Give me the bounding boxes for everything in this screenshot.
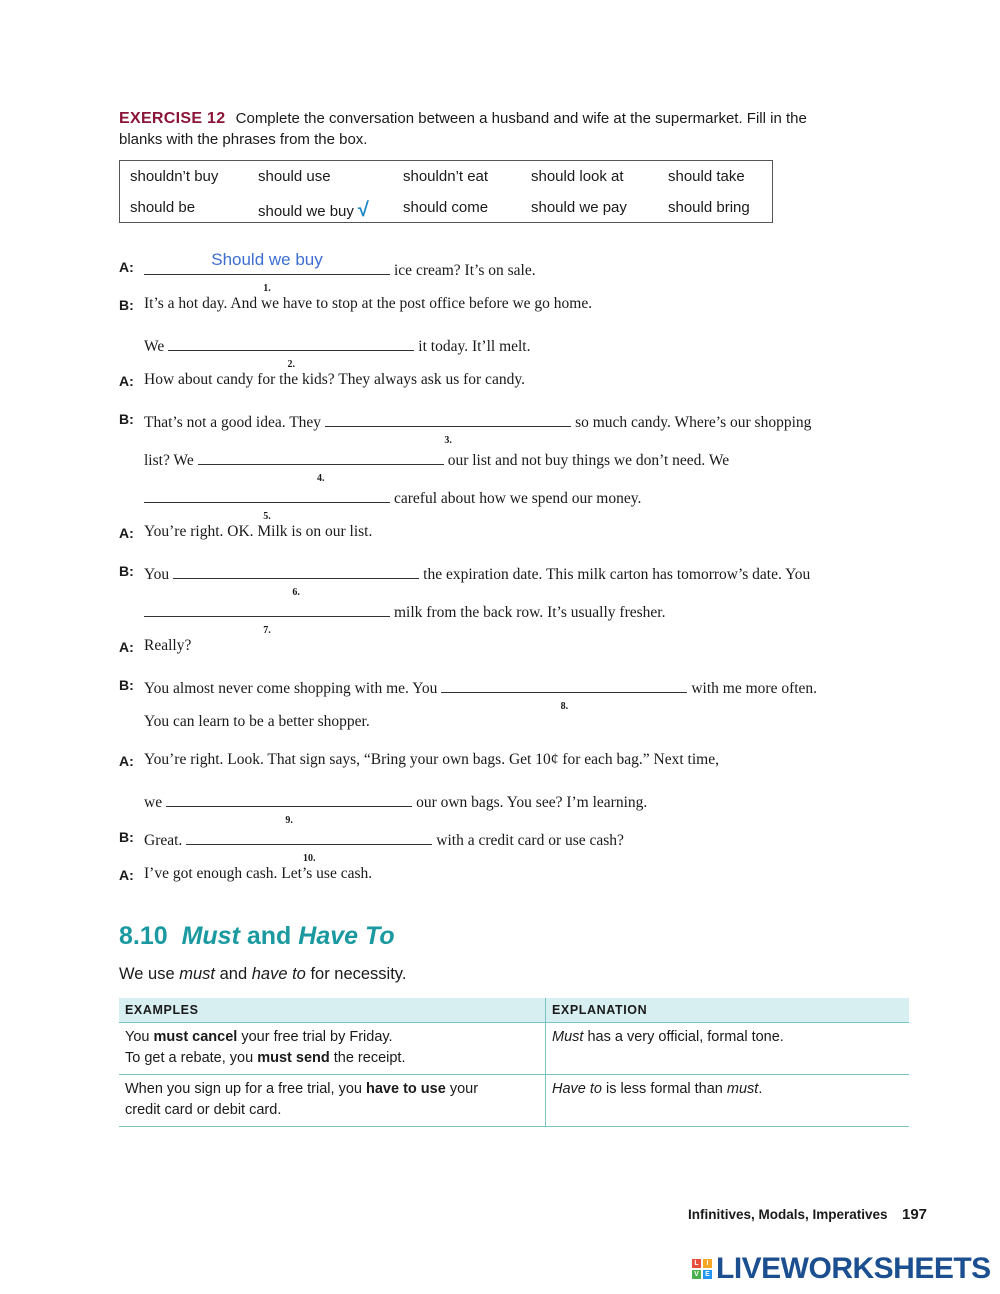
answer-1: Should we buy [211, 250, 323, 269]
phrase-should-look-at: should look at [531, 168, 624, 185]
section-description [119, 965, 406, 984]
dialogue-text: with a credit card or use cash? [436, 832, 624, 849]
dialogue-text: I’ve got enough cash. Let’s use cash. [144, 865, 373, 882]
speaker: A: [119, 639, 134, 655]
blank-4[interactable] [198, 446, 444, 484]
grammar-table [119, 998, 909, 1127]
desc-text: We use [119, 965, 175, 983]
bold-text: have to use [366, 1081, 446, 1097]
section-title [119, 922, 395, 951]
blank-number: 9. [285, 815, 293, 826]
table-header-row [119, 998, 909, 1023]
dialogue-line-6 [144, 446, 730, 484]
text: is less formal than [606, 1081, 723, 1097]
dialogue-text: we [144, 794, 163, 811]
text: your [449, 1081, 479, 1097]
page-number: 197 [902, 1206, 928, 1223]
text: your free trial by Friday. [241, 1029, 393, 1045]
dialogue-text: so much candy. Where’s our shopping [575, 414, 812, 431]
exercise-label: EXERCISE 12 [119, 110, 226, 127]
text: credit card or debit card. [125, 1102, 282, 1118]
phrase-should-we-buy [258, 199, 369, 222]
phrase-shouldnt-eat: shouldn’t eat [403, 168, 489, 185]
cube: I [703, 1259, 712, 1268]
dialogue-text: You’re right. Look. That sign says, “Bring your own bags. Get 10¢ for each bag.” Next time, [144, 751, 719, 768]
phrase-should-we-pay: should we pay [531, 199, 627, 216]
dialogue-text: the expiration date. This milk carton has tomorrow’s date. You [423, 566, 811, 583]
dialogue-text: our own bags. You see? I’m learning. [416, 794, 648, 811]
speaker: A: [119, 525, 134, 541]
table-row [119, 1023, 909, 1075]
phrase-box [119, 160, 773, 223]
blank-6[interactable] [173, 560, 419, 598]
dialogue-text: list? We [144, 452, 194, 469]
blank-8[interactable] [441, 674, 687, 712]
dialogue-text: You [144, 566, 170, 583]
blank-2[interactable] [168, 332, 414, 370]
text: . [758, 1081, 763, 1097]
example-cell [119, 1075, 546, 1127]
italic-text: Have to [552, 1081, 602, 1097]
blank-7[interactable] [144, 598, 390, 636]
speaker: B: [119, 563, 134, 579]
cube: L [692, 1259, 701, 1268]
dialogue-text: milk from the back row. It’s usually fresher. [394, 604, 666, 621]
italic-text: must [726, 1081, 759, 1097]
text: You [125, 1029, 150, 1045]
blank-number: 10. [303, 853, 316, 864]
blank-number: 8. [560, 701, 569, 712]
section-title-and: and [246, 922, 292, 950]
speaker: A: [119, 259, 134, 275]
dialogue-text: our list and not buy things we don’t need. We [447, 452, 730, 469]
desc-text: and [219, 965, 248, 983]
section-title-must: Must [181, 922, 240, 950]
phrase-should-be: should be [130, 199, 196, 216]
header-explanation: EXPLANATION [546, 998, 910, 1023]
speaker: B: [119, 829, 134, 845]
desc-must: must [179, 965, 215, 983]
speaker: A: [119, 867, 134, 883]
speaker: A: [119, 753, 134, 769]
dialogue-text: with me more often. [691, 680, 818, 697]
dialogue-text: You can learn to be a better shopper. [144, 713, 370, 730]
dialogue-text: ice cream? It’s on sale. [394, 262, 536, 279]
speaker: A: [119, 373, 134, 389]
phrase-should-use: should use [258, 168, 331, 185]
dialogue-line-7 [140, 484, 642, 522]
blank-number: 7. [263, 625, 271, 636]
dialogue-text: It’s a hot day. And we have to stop at the post office before we go home. [144, 295, 593, 312]
header-examples: EXAMPLES [119, 998, 546, 1023]
text: has a very official, formal tone. [587, 1029, 784, 1045]
dialogue-text: it today. It’ll melt. [418, 338, 531, 355]
blank-number: 6. [292, 587, 300, 598]
blank-number: 5. [263, 511, 271, 522]
dialogue-line-15 [144, 788, 648, 826]
dialogue-text: You almost never come shopping with me. You [144, 680, 438, 697]
dialogue-text: careful about how we spend our money. [394, 490, 642, 507]
blank-10[interactable] [186, 826, 432, 864]
text: To get a rebate, you [125, 1050, 254, 1066]
logo-text: LIVEWORKSHEETS [716, 1252, 991, 1285]
dialogue-text: That’s not a good idea. They [144, 414, 322, 431]
example-cell [119, 1023, 546, 1075]
blank-9[interactable] [166, 788, 412, 826]
cube: V [692, 1270, 701, 1279]
section-number: 8.10 [119, 922, 168, 950]
phrase-should-take: should take [668, 168, 745, 185]
dialogue-text: You’re right. OK. Milk is on our list. [144, 523, 373, 540]
blank-number: 1. [263, 283, 271, 294]
dialogue-text: Really? [144, 637, 192, 654]
text: the receipt. [333, 1050, 406, 1066]
phrase-shouldnt-buy: shouldn’t buy [130, 168, 219, 185]
text: When you sign up for a free trial, you [125, 1081, 362, 1097]
blank-number: 4. [316, 473, 325, 484]
blank-3[interactable] [325, 408, 571, 446]
blank-1[interactable] [144, 250, 390, 294]
exercise-instructions: Complete the conversation between a husband and wife at the supermarket. Fill in the blanks with the phrases from the box. [119, 110, 807, 148]
blank-number: 3. [444, 435, 452, 446]
logo-cubes-icon [692, 1259, 714, 1281]
speaker: B: [119, 411, 134, 427]
check-icon: √ [357, 199, 369, 221]
bold-text: must cancel [153, 1029, 238, 1045]
explanation-cell [546, 1075, 910, 1127]
dialogue-text: Great. [144, 832, 183, 849]
phrase-should-we-buy-label: should we buy [258, 203, 354, 220]
exercise-header [119, 108, 839, 150]
blank-5[interactable] [144, 484, 390, 522]
dialogue-line-13 [144, 712, 370, 732]
phrase-should-come: should come [403, 199, 489, 216]
speaker: B: [119, 677, 134, 693]
dialogue-text: We [144, 338, 165, 355]
cube: E [703, 1270, 712, 1279]
dialogue-text: How about candy for the kids? They always ask us for candy. [144, 371, 525, 388]
blank-number: 2. [287, 359, 296, 370]
bold-text: must send [257, 1050, 330, 1066]
italic-text: Must [552, 1029, 584, 1045]
dialogue-line-3 [144, 332, 531, 370]
desc-text: for necessity. [310, 965, 407, 983]
speaker: B: [119, 297, 134, 313]
section-title-have-to: Have To [298, 922, 395, 950]
footer-chapter: Infinitives, Modals, Imperatives [688, 1207, 888, 1222]
explanation-cell [546, 1023, 910, 1075]
desc-have-to: have to [251, 965, 306, 983]
table-row [119, 1075, 909, 1127]
dialogue-line-10 [140, 598, 666, 636]
phrase-should-bring: should bring [668, 199, 750, 216]
